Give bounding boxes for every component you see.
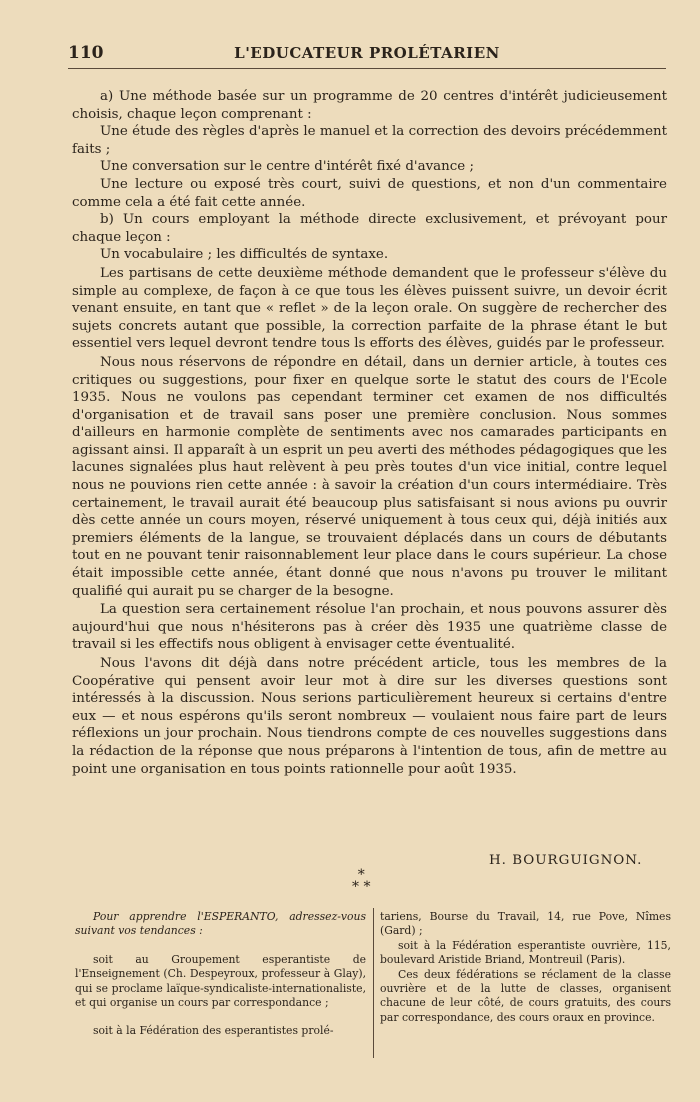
notice-intro: Pour apprendre l'ESPERANTO, adressez-vous suivant vos tendances : [75, 910, 366, 938]
paragraph-vocabulary: Un vocabulaire ; les difficultés de syntaxe. [100, 247, 389, 263]
separator-star-top: * [357, 867, 365, 883]
paragraph-rules-study: Une étude des règles d'après le manuel et la correction des devoirs précédemment faits ; [72, 124, 667, 157]
page-header [68, 40, 666, 69]
paragraph-next-year: La question sera certainement résolue l'an prochain, et nous pouvons assurer dès aujourd'hui que nous n'hésiterons pas à créer dès 1935 une quatrième classe de travail si les effectifs nous obligent à envisager cette éventualité. [72, 602, 667, 653]
notice-item-groupement: soit au Groupement esperantiste de l'Enseignement (Ch. Despeyroux, professeur à Glay), qui se proclame laïque-syndicaliste-internationaliste, et qui organise un cours par correspondance ; [75, 952, 366, 1010]
paragraph-conversation: Une conversation sur le centre d'intérêt fixé d'avance ; [100, 159, 474, 175]
paragraph-option-b: b) Un cours employant la méthode directe exclusivement, et prévoyant pour chaque leçon : [72, 212, 667, 245]
notice-item-federation-address: tariens, Bourse du Travail, 14, rue Pove, Nîmes (Gard) ; [380, 910, 671, 938]
page-number: 110 [68, 43, 104, 63]
paragraph-partisans: Les partisans de cette deuxième méthode demandent que le professeur s'élève du simple au complexe, de façon à ce que tous les élèves puissent suivre, un devoir écrit venant ensuite, en tant que « reflet » de la leçon orale. On suggère de rechercher des sujets concrets autant que possible, la correction parfaite de la phrase étant le but essentiel vers lequel devront tendre tous ls efforts des élèves, guidés par le professeur. [72, 265, 667, 352]
notice-left-column [75, 910, 366, 1039]
paragraph-option-a: a) Une méthode basée sur un programme de 20 centres d'intérêt judicieusement choisis, chaque leçon comprenant : [72, 89, 667, 122]
notice-item-two-federations: Ces deux fédérations se réclament de la classe ouvrière et de la lutte de classes, organisent chacune de leur côté, de cours gratuits, des cours par correspondance, des cours oraux en province. [380, 967, 671, 1024]
article-body [72, 88, 667, 778]
notice-item-federation-proletaires: soit à la Fédération des esperantistes prolé- [93, 1024, 334, 1038]
column-divider [373, 908, 374, 1058]
separator-star-bottom: * * [352, 879, 371, 895]
notice-right-column [380, 910, 671, 1025]
journal-title: L'EDUCATEUR PROLÉTARIEN [234, 44, 500, 62]
paragraph-invitation: Nous l'avons dit déjà dans notre précédent article, tous les membres de la Coopérative qui pensent avoir leur mot à dire sur les diverses questions sont intéressés à la discussion. Nous serions particulièrement heureux si certains d'entre eux — et nous espérons qu'ils seront nombreux — voulaient nous faire part de leurs réflexions un jour prochain. Nous tiendrons compte de ces nouvelles suggestions dans la rédaction de la réponse que nous préparons à l'intention de tous, afin de mettre au point une organisation en tous points rationnelle pour août 1935. [72, 656, 667, 777]
section-separator [352, 869, 370, 893]
author-signature: H. BOURGUIGNON. [489, 853, 643, 868]
notice-item-federation-ouvriere: soit à la Fédération esperantiste ouvrière, 115, boulevard Aristide Briand, Montreuil (Paris). [380, 938, 671, 967]
paragraph-reservations: Nous nous réservons de répondre en détail, dans un dernier article, à toutes ces critiques ou suggestions, pour fixer en quelque sorte le statut des cours de l'Ecole 1935. Nous ne voulons pas cependant terminer cet examen de nos difficultés d'organisation et de travail sans poser une première conclusion. Nous sommes d'ailleurs en harmonie complète de sentiments avec nos camarades participants en agissant ainsi. Il apparaît à un esprit un peu averti des méthodes pédagogiques que les lacunes signalées plus haut relèvent à peu près toutes d'un vice initial, contre lequel nous ne pouvions rien cette année : à savoir la création d'un cours intermédiaire. Très certainement, le travail aurait été beaucoup plus satisfaisant si nous avions pu ouvrir dès cette année un cours moyen, réservé uniquement à tous ceux qui, déjà initiés aux premiers éléments de la langue, se trouvaient déplacés dans un cours de débutants tout en ne pouvant tenir raisonnablement leur place dans le cours supérieur. La chose était impossible cette année, étant donné que nous n'avons pu trouver le militant qualifié qui aurait pu se charger de la besogne. [72, 354, 667, 599]
paragraph-reading: Une lecture ou exposé très court, suivi de questions, et non d'un commentaire comme cela a été fait cette année. [72, 176, 667, 210]
